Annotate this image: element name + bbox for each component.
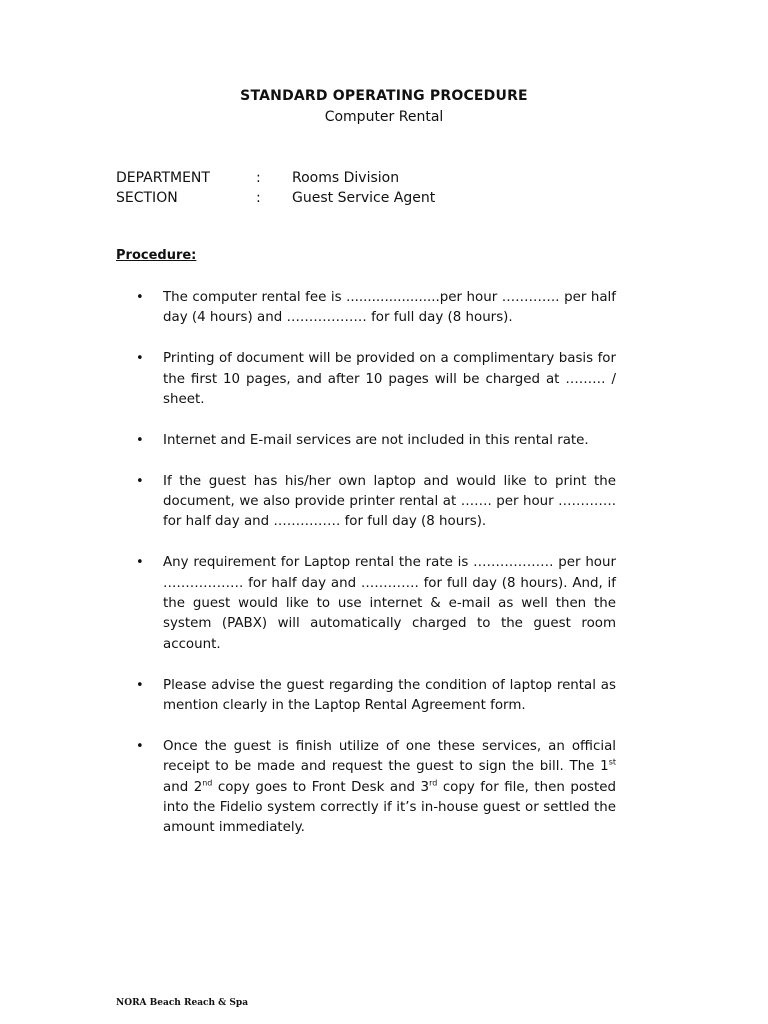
bullet-icon: • [136, 555, 144, 571]
text-segment: Once the guest is finish utilize of one these services, an official receipt to be made and request the guest to sign the bill. The 1 [163, 738, 616, 775]
meta-key-section: SECTION [116, 190, 178, 206]
bullet-icon: • [136, 473, 144, 489]
list-item-text: The computer rental fee is ......................per hour …………. per half day (4 hours) and ……………… for full day (8 hours). [163, 290, 616, 326]
text-segment: copy goes to Front Desk and 3 [212, 779, 430, 795]
ordinal-suffix: nd [202, 778, 213, 788]
list-item-text: If the guest has his/her own laptop and would like to print the document, we also provide printer rental at ……. per hour …………. for half day and …………… for full day (8 hours). [163, 473, 616, 530]
ordinal-suffix: rd [429, 778, 438, 788]
document-subtitle: Computer Rental [324, 109, 444, 125]
list-item [136, 431, 616, 451]
list-item [136, 349, 616, 410]
list-item [136, 737, 616, 839]
bullet-icon: • [136, 738, 144, 754]
list-item-text: Any requirement for Laptop rental the rate is ……………… per hour ……………… for half day and …………. for full day (8 hours). And, if the guest would like to use internet & e-mail as well then the system (PABX) will automatically charged to the guest room account. [163, 555, 616, 652]
procedure-list [136, 288, 616, 859]
list-item [136, 288, 616, 329]
list-item [136, 676, 616, 717]
meta-separator: : [256, 170, 261, 186]
list-item-text: Internet and E-mail services are not included in this rental rate. [163, 432, 589, 448]
list-item-text: Please advise the guest regarding the condition of laptop rental as mention clearly in the Laptop Rental Agreement form. [163, 677, 616, 714]
list-item [136, 553, 616, 655]
meta-key-department: DEPARTMENT [116, 170, 210, 186]
bullet-icon: • [136, 677, 144, 693]
list-item-text [163, 739, 616, 836]
footer-text: NORA Beach Reach & Spa [116, 998, 249, 1008]
list-item [136, 472, 616, 533]
text-segment: and 2 [163, 779, 203, 795]
text-segment: copy for file, then posted into the Fidelio system correctly if it’s in-house guest or settled the amount immediately. [163, 779, 616, 836]
bullet-icon: • [136, 351, 144, 367]
bullet-icon: • [136, 290, 144, 305]
meta-separator: : [256, 190, 261, 206]
list-item-text: Printing of document will be provided on a complimentary basis for the first 10 pages, and after 10 pages will be charged at ……… / sheet. [163, 351, 616, 408]
ordinal-suffix: st [608, 757, 616, 767]
procedure-heading: Procedure: [116, 248, 197, 263]
bullet-icon: • [136, 432, 144, 448]
meta-value-section: Guest Service Agent [292, 190, 436, 206]
meta-value-department: Rooms Division [292, 170, 400, 186]
document-title: STANDARD OPERATING PROCEDURE [240, 88, 528, 104]
